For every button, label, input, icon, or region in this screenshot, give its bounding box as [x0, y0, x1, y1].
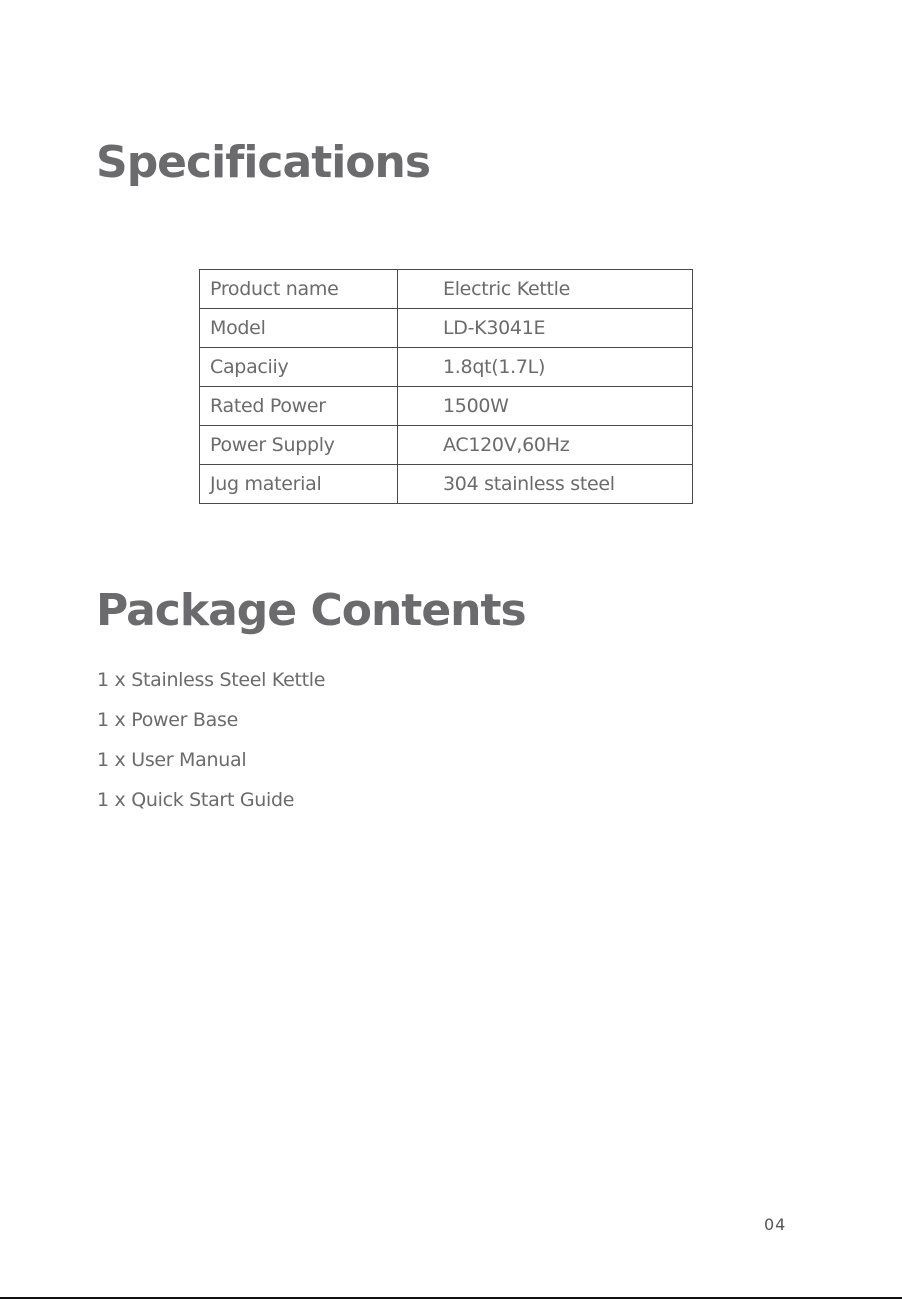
table-row — [200, 348, 693, 387]
specifications-heading: Specifications — [96, 137, 431, 188]
spec-value: AC120V,60Hz — [398, 426, 693, 465]
list-item: 1 x Quick Start Guide — [97, 789, 295, 811]
table-row — [200, 387, 693, 426]
spec-value: 304 stainless steel — [398, 465, 693, 504]
table-row — [200, 426, 693, 465]
spec-label: Power Supply — [200, 426, 398, 465]
package-contents-heading: Package Contents — [96, 585, 526, 636]
list-item: 1 x Stainless Steel Kettle — [97, 669, 326, 691]
spec-value: Electric Kettle — [398, 270, 693, 309]
list-item: 1 x Power Base — [97, 709, 238, 731]
spec-label: Jug material — [200, 465, 398, 504]
specifications-table — [199, 269, 693, 504]
page-number: 04 — [764, 1215, 787, 1234]
spec-label: Product name — [200, 270, 398, 309]
list-item: 1 x User Manual — [97, 749, 247, 771]
spec-value: 1500W — [398, 387, 693, 426]
table-row — [200, 465, 693, 504]
table-row — [200, 309, 693, 348]
spec-label: Capaciiy — [200, 348, 398, 387]
table-row — [200, 270, 693, 309]
spec-value: 1.8qt(1.7L) — [398, 348, 693, 387]
spec-value: LD-K3041E — [398, 309, 693, 348]
spec-label: Rated Power — [200, 387, 398, 426]
package-contents-list — [97, 668, 325, 828]
spec-label: Model — [200, 309, 398, 348]
